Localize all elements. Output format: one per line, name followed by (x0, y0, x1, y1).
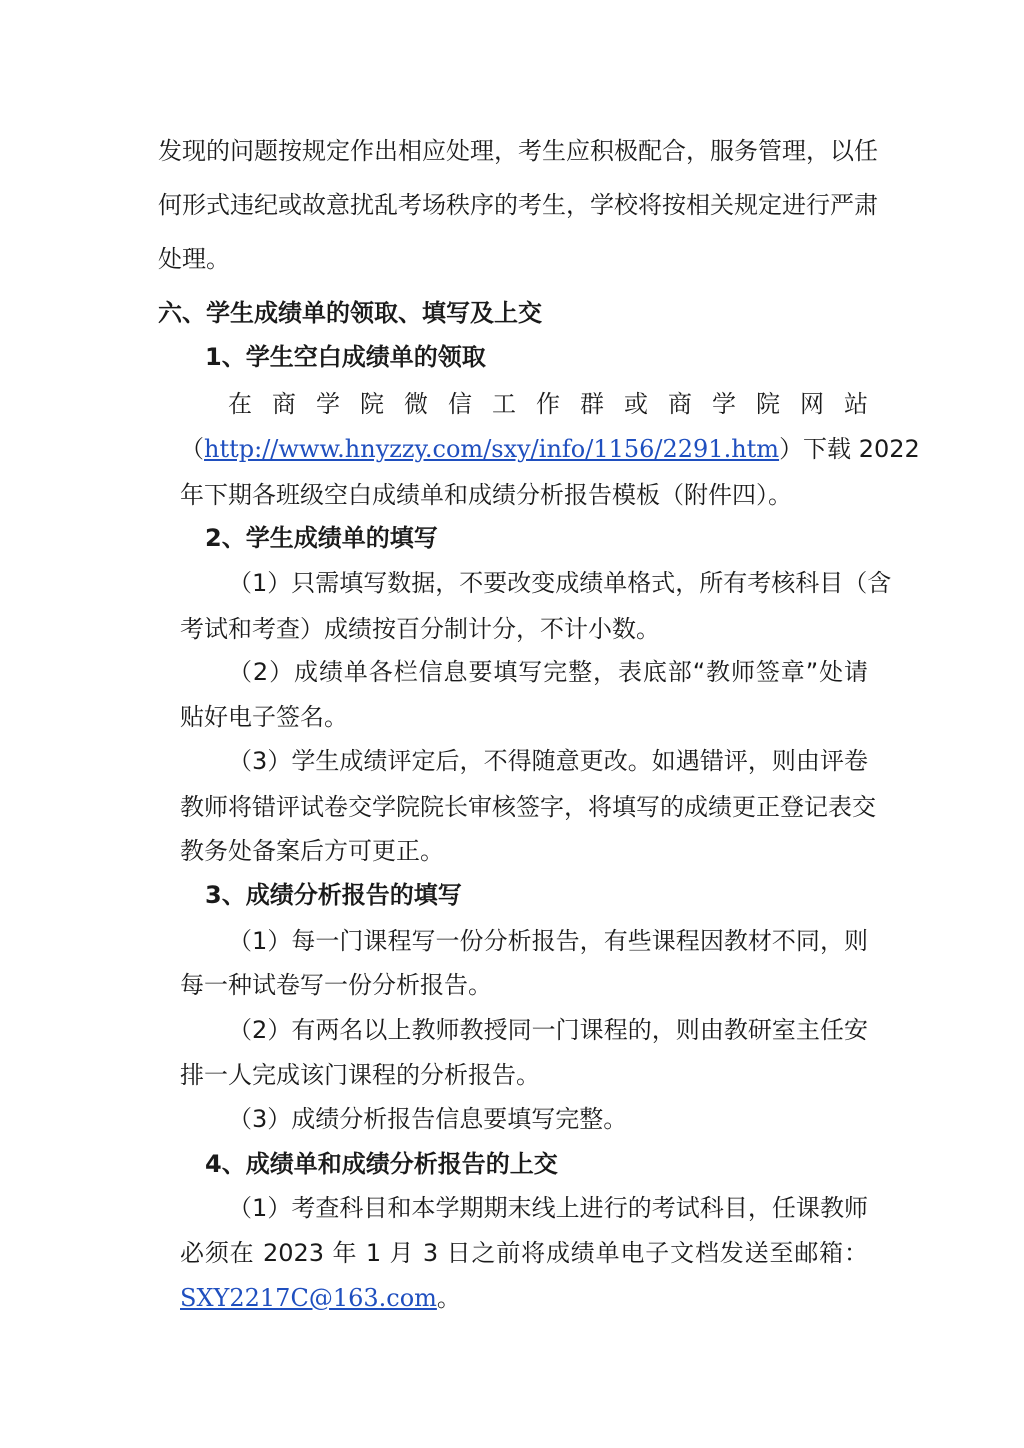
sub-2-heading: 2、学生成绩单的填写 (205, 524, 438, 552)
open-paren: （ (180, 435, 204, 463)
sub-2-p2-line-1: （2）成绩单各栏信息要填写完整，表底部“教师签章”处请 (228, 658, 868, 686)
sub-3-p1-line-2: 每一种试卷写一份分析报告。 (180, 971, 492, 999)
sub-2-p1-line-1: （1）只需填写数据，不要改变成绩单格式，所有考核科目（含 (228, 569, 892, 597)
sub-2-p1-line-2: 考试和考查）成绩按百分制计分，不计小数。 (180, 615, 660, 643)
sub-2-p3-line-3: 教务处备案后方可更正。 (180, 837, 444, 865)
sub-2-p2-line-2: 贴好电子签名。 (180, 703, 348, 731)
sub-3-p1-line-1: （1）每一门课程写一份分析报告，有些课程因教材不同，则 (228, 927, 868, 955)
sub-4-p1-line-2: 必须在 2023 年 1 月 3 日之前将成绩单电子文档发送至邮箱： (180, 1239, 868, 1267)
sub-3-p2-line-2: 排一人完成该门课程的分析报告。 (180, 1061, 540, 1089)
sub-1-line-2 (180, 434, 920, 464)
section-6-heading: 六、学生成绩单的领取、填写及上交 (158, 299, 542, 327)
sub-2-p3-line-2: 教师将错评试卷交学院院长审核签字，将填写的成绩更正登记表交 (180, 793, 876, 821)
intro-line-2: 何形式违纪或故意扰乱考场秩序的考生，学校将按相关规定进行严肃 (158, 191, 878, 219)
download-year-text[interactable]: ）下载 2022 (779, 435, 920, 463)
sub-1-line-3: 年下期各班级空白成绩单和成绩分析报告模板（附件四）。 (180, 481, 792, 509)
sub-3-heading: 3、成绩分析报告的填写 (205, 881, 462, 909)
template-download-link[interactable]: http://www.hnyzzy.com/sxy/info/1156/2291.htm (204, 435, 780, 463)
sub-4-p1-line-3 (180, 1283, 461, 1313)
sub-1-line-1: 在 商 学 院 微 信 工 作 群 或 商 学 院 网 站 (228, 390, 868, 418)
submission-email-link[interactable]: SXY2217C@163.com (180, 1284, 437, 1312)
sub-1-heading: 1、学生空白成绩单的领取 (205, 343, 486, 371)
sub-3-p2-line-1: （2）有两名以上教师教授同一门课程的，则由教研室主任安 (228, 1016, 868, 1044)
sub-4-heading: 4、成绩单和成绩分析报告的上交 (205, 1150, 558, 1178)
sub-4-p1-line-1: （1）考查科目和本学期期末线上进行的考试科目，任课教师 (228, 1194, 868, 1222)
intro-line-1: 发现的问题按规定作出相应处理，考生应积极配合，服务管理，以任 (158, 137, 878, 165)
intro-line-3: 处理。 (158, 245, 230, 273)
sub-2-p3-line-1: （3）学生成绩评定后，不得随意更改。如遇错评，则由评卷 (228, 747, 868, 775)
sub-3-p3-line-1: （3）成绩分析报告信息要填写完整。 (228, 1105, 628, 1133)
email-tail-punct: 。 (436, 1284, 461, 1312)
